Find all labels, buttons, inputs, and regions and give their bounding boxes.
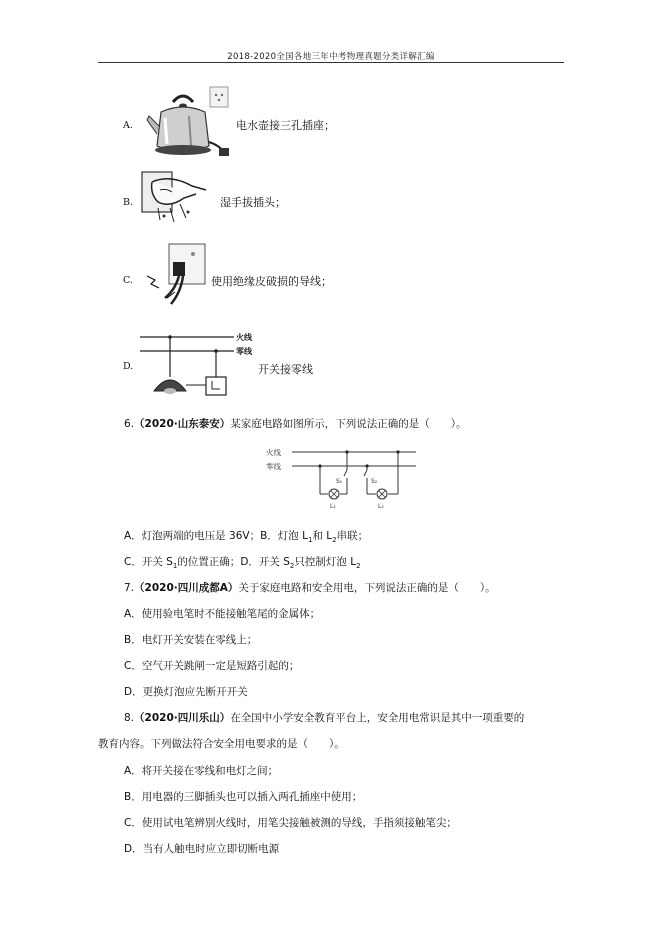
q6-option-a: A．灯泡两端的电压是 36V； [124,530,261,542]
live-label: 火线 [236,333,252,342]
switch-s2-icon [364,470,367,476]
option-a-text: 电水壶接三孔插座； [236,119,335,132]
q6-circuit-diagram [262,446,422,516]
option-d-label: D. [123,361,134,372]
wet-hand-figure [140,168,210,224]
lamp-l2-label: L₂ [378,503,384,510]
q6-number: 6. [124,418,135,430]
circuit-live-label: 火线 [266,448,281,457]
q7-number: 7. [124,582,135,594]
option-c-text: 使用绝缘皮破损的导线； [211,275,332,288]
switch-neutral-figure [140,329,265,401]
option-a-label: A. [123,120,133,131]
q8-stem-text-1: 在全国中小学安全教育平台上，安全用电常识是其中一项重要的 [230,712,525,724]
spark-icon [147,276,159,288]
q8-source: （2020·四川乐山） [134,712,231,724]
header-rule [98,62,564,63]
option-d-text: 开关接零线 [258,363,313,376]
q8-stem [124,710,524,725]
q7-option-b: B．电灯开关安装在零线上； [124,634,258,646]
lamp-l1-label: L₁ [330,503,336,510]
plug-icon [173,262,185,276]
page-header: 2018-2020全国各地三年中考物理真题分类详解汇编 [227,52,435,62]
q8-option-a: A．将开关接在零线和电灯之间； [124,765,279,777]
kettle-spout [147,116,159,134]
option-b-label: B. [123,197,134,208]
wall-switch-icon [206,377,226,395]
q6-option-c: C．开关 $S_1$的位置正确； [124,556,241,571]
option-c-label: C. [123,275,133,286]
q8-stem-text-2: 教育内容。下列做法符合安全用电要求的是（ ）。 [98,738,345,750]
q6-option-d: D．开关 $S_2$只控制灯泡 $L_2$ [240,556,361,571]
q8-option-c: C．使用试电笔辨别火线时，用笔尖接触被测的导线，手指须接触笔尖； [124,817,457,829]
q6-source: （2020·山东泰安） [134,418,231,430]
q7-stem [124,580,496,595]
q6-options-ab [124,528,368,544]
switch-s1-label: S₁ [336,478,343,485]
q7-option-c: C．空气开关跳闸一定是短路引起的； [124,660,300,672]
switch-s1-icon [344,470,347,476]
q7-stem-text: 关于家庭电路和安全用电，下列说法正确的是（ ）。 [238,582,496,594]
q7-option-a: A．使用验电笔时不能接触笔尾的金属体； [124,608,321,620]
q7-source: （2020·四川成都A） [134,582,239,594]
q8-option-d: D．当有人触电时应立即切断电源 [124,843,280,855]
q8-number: 8. [124,712,135,724]
q7-option-d: D．更换灯泡应先断开开关 [124,686,248,698]
q8-option-b: B．用电器的三脚插头也可以插入两孔插座中使用； [124,791,363,803]
damaged-wire-figure [145,240,209,308]
option-b-text: 湿手拔插头； [220,196,286,209]
q6-options-cd [124,554,361,570]
wall-socket-icon [210,87,228,107]
kettle-figure [145,82,235,166]
neutral-label: 零线 [236,347,252,356]
q6-stem [124,416,467,431]
kettle-handle [173,96,193,102]
q6-option-b: B．灯泡 $L_1$和 $L_2$串联； [260,530,369,545]
switch-s2-label: S₂ [371,478,378,485]
q6-stem-text: 某家庭电路如图所示，下列说法正确的是（ ）。 [230,418,467,430]
circuit-neutral-label: 零线 [266,462,281,471]
